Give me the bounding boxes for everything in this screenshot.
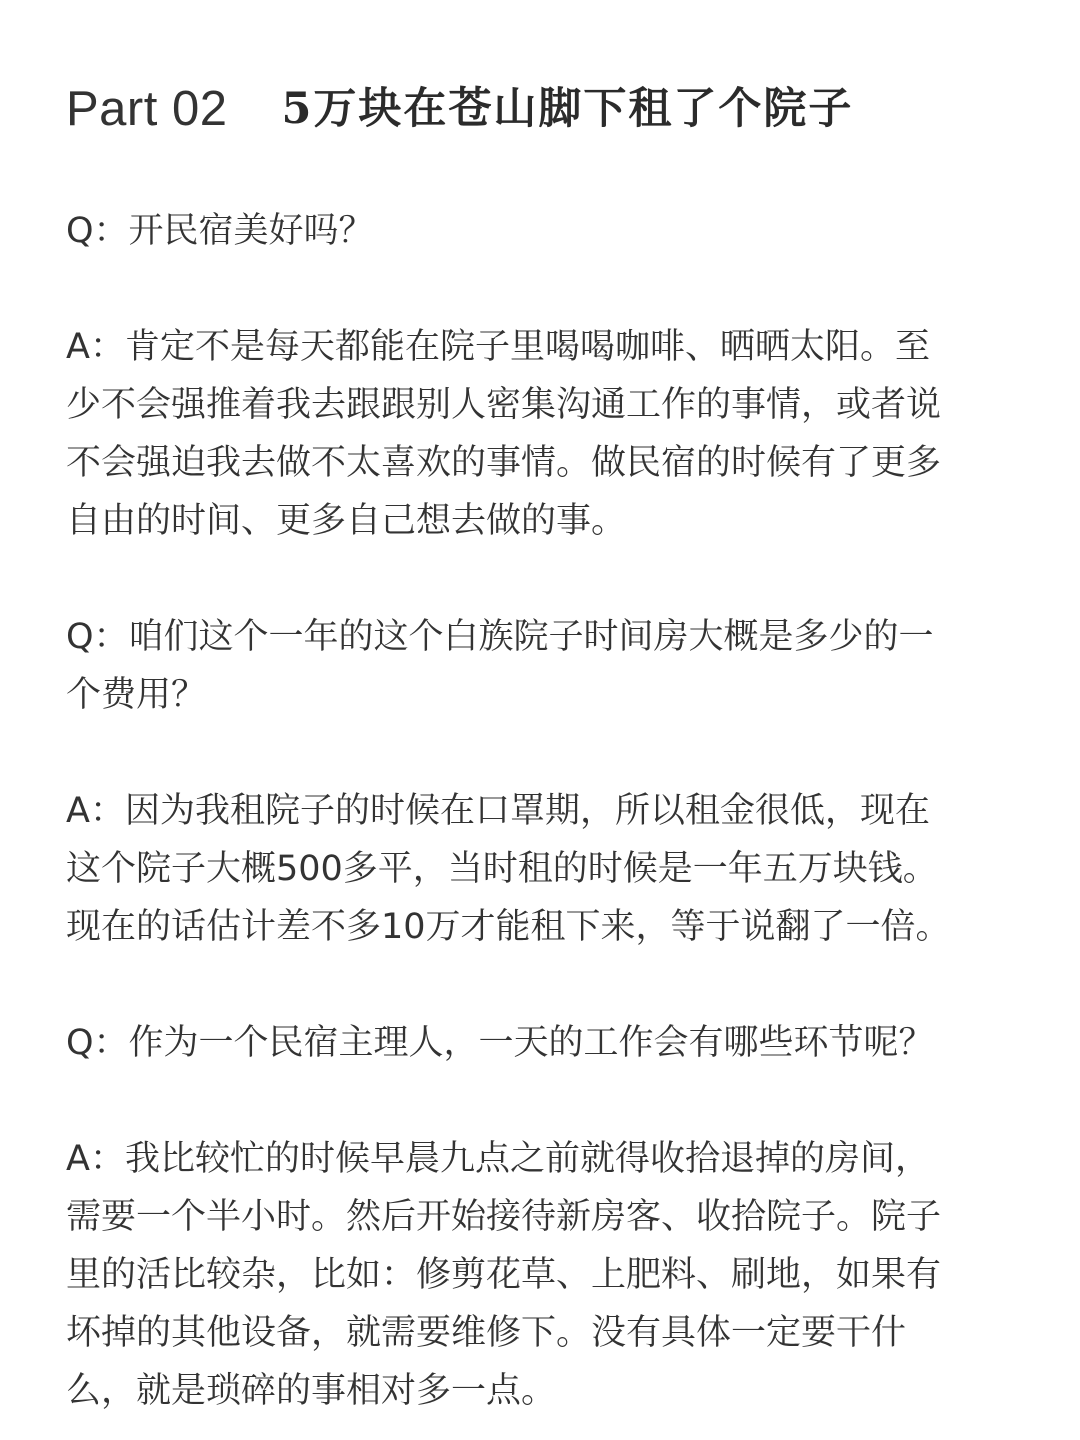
section-heading <box>66 76 1026 142</box>
question-text: 个费用？ <box>66 675 207 715</box>
answer-text: A：肯定不是每天都能在院子里喝喝咖啡、晒晒太阳。至 <box>66 327 930 367</box>
answer-text: 不会强迫我去做不太喜欢的事情。做民宿的时候有了更多 <box>66 443 942 483</box>
answer-text: 里的活比较杂，比如：修剪花草、上肥料、刷地，如果有 <box>66 1255 942 1295</box>
answer-text: 少不会强推着我去跟跟别人密集沟通工作的事情，或者说 <box>66 385 942 425</box>
answer-text: 需要一个半小时。然后开始接待新房客、收拾院子。院子 <box>66 1197 942 1237</box>
answer-block <box>66 318 1026 550</box>
answer-text: A：我比较忙的时候早晨九点之前就得收拾退掉的房间， <box>66 1139 930 1179</box>
answer-text: 现在的话估计差不多10万才能租下来，等于说翻了一倍。 <box>66 907 951 947</box>
section-title: 5万块在苍山脚下租了个院子 <box>281 84 854 134</box>
article <box>66 76 1026 1420</box>
question-text: Q：开民宿美好吗？ <box>66 211 374 251</box>
answer-text: 这个院子大概500多平，当时租的时候是一年五万块钱。 <box>66 849 938 889</box>
answer-block <box>66 1130 1026 1420</box>
answer-text: 坏掉的其他设备，就需要维修下。没有具体一定要干什 <box>66 1313 907 1353</box>
qa-list <box>66 202 1026 1420</box>
part-label: Part 02 <box>66 82 228 136</box>
answer-text: 自由的时间、更多自己想去做的事。 <box>66 501 627 541</box>
question-block <box>66 202 1026 260</box>
question-block <box>66 1014 1026 1072</box>
question-text: Q：作为一个民宿主理人，一天的工作会有哪些环节呢？ <box>66 1023 934 1063</box>
question-text: Q：咱们这个一年的这个白族院子时间房大概是多少的一 <box>66 617 934 657</box>
answer-text: A：因为我租院子的时候在口罩期，所以租金很低，现在 <box>66 791 930 831</box>
question-block <box>66 608 1026 724</box>
answer-block <box>66 782 1026 956</box>
answer-text: 么，就是琐碎的事相对多一点。 <box>66 1371 557 1411</box>
